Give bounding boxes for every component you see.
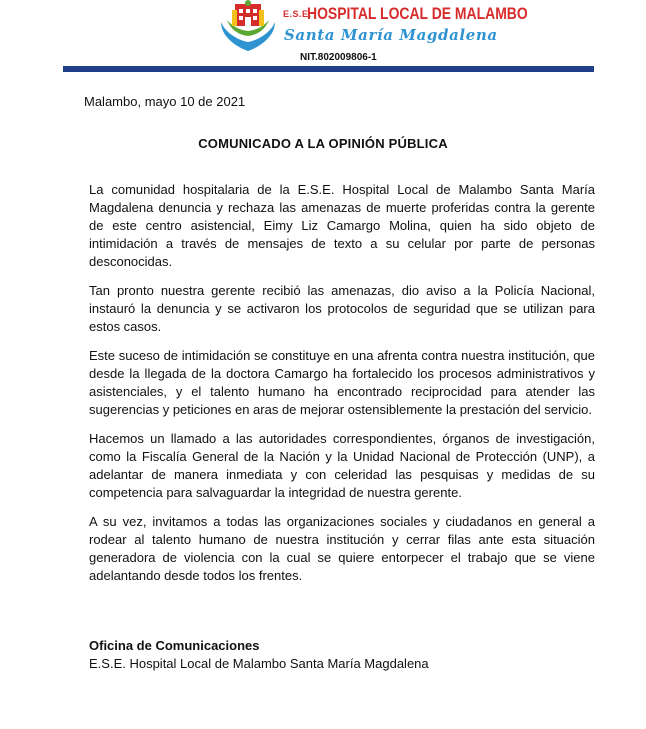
paragraph: Este suceso de intimidación se constituye en una afrenta contra nuestra institución, que desde la llegada de la doctora Camargo ha fortalecido los procesos administrativos y asistenciales, y el talento humano ha encontrado reciprocidad para atender las sugerencias y peticiones en aras de mejorar ostensiblemente la prestación del servicio. (89, 348, 595, 417)
header-divider (63, 66, 594, 72)
document-body (89, 181, 595, 596)
paragraph: A su vez, invitamos a todas las organizaciones sociales y ciudadanos en general a rodear al talento humano de nuestra institución y cerrar filas ante esta situación generadora de violencia con la cual se quiere entorpecer el trabajo que se viene adelantando desde todos los frentes. (89, 514, 595, 583)
letterhead (0, 0, 646, 80)
nit-number: NIT.802009806-1 (300, 52, 377, 63)
paragraph: Hacemos un llamado a las autoridades correspondientes, órganos de investigación, como la Fiscalía General de la Nación y la Unidad Nacional de Protección (UNP), a adelantar de manera inmediata y con celeridad las pesquisas y medidas de su competencia para salvaguardar la integridad de nuestra gerente. (89, 431, 595, 500)
signature-office: Oficina de Comunicaciones (89, 638, 260, 653)
org-subtitle: Santa María Magdalena (284, 26, 498, 44)
document-date: Malambo, mayo 10 de 2021 (84, 94, 246, 109)
hospital-logo-icon (213, 0, 283, 52)
paragraph: Tan pronto nuestra gerente recibió las amenazas, dio aviso a la Policía Nacional, instauró la denuncia y se activaron los protocolos de seguridad que se utilizan para estos casos. (89, 283, 595, 334)
org-name: HOSPITAL LOCAL DE MALAMBO (307, 4, 528, 23)
document-title: COMUNICADO A LA OPINIÓN PÚBLICA (198, 136, 448, 151)
org-prefix: E.S.E. (283, 9, 312, 19)
signature-organization: E.S.E. Hospital Local de Malambo Santa María Magdalena (89, 656, 429, 671)
paragraph: La comunidad hospitalaria de la E.S.E. Hospital Local de Malambo Santa María Magdalena denuncia y rechaza las amenazas de muerte proferidas contra la gerente de este centro asistencial, Eimy Liz Camargo Molina, quien ha sido objeto de intimidación a través de mensajes de texto a su celular por parte de personas desconocidas. (89, 182, 595, 269)
signature-block (89, 637, 429, 673)
